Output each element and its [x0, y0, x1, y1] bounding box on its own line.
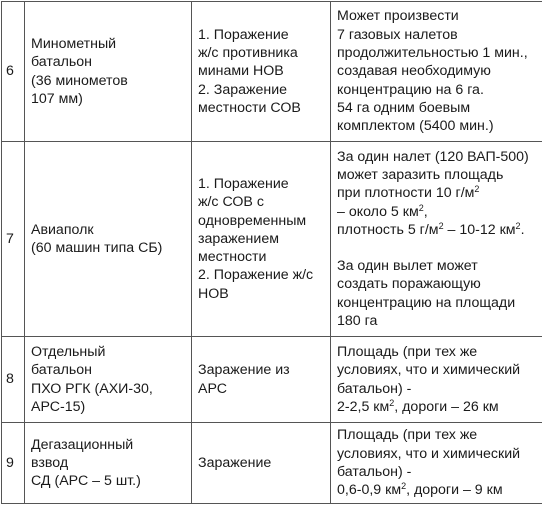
unit-cell	[25, 337, 192, 423]
superscript: 2	[401, 481, 407, 492]
capability-text: , дороги – 26 км	[394, 398, 499, 415]
task-line: 1. Поражение	[198, 26, 289, 43]
capability-cell	[331, 423, 542, 504]
capability-line: За один налет (120 ВАП-500)	[337, 148, 529, 165]
capability-line: батальон) -	[337, 464, 412, 480]
task-line: Заражение	[198, 454, 272, 471]
task-line: 2. Заражение	[198, 81, 288, 98]
capability-line	[337, 481, 542, 499]
task-line: 1. Поражение	[198, 175, 289, 192]
row-number: 6	[2, 2, 25, 142]
capability-line: 180 га	[337, 313, 378, 330]
units-table	[1, 1, 542, 504]
row-number: 9	[2, 423, 25, 504]
unit-cell	[25, 423, 192, 504]
task-cell	[192, 337, 331, 423]
capability-line: продолжительностью 1 мин.,	[337, 45, 528, 62]
capability-line: концентрацию на 6 га.	[337, 81, 484, 98]
task-line: одновременным	[198, 212, 307, 229]
capability-text: плотность 5 г/м	[337, 221, 439, 238]
capability-line: концентрацию на площади	[337, 294, 516, 311]
capability-line: плотность 5 $г/м^2 - 10-12$ $км^2$.	[337, 220, 525, 238]
unit-line: СД (АРС – 5 шт.)	[31, 473, 141, 490]
task-line: АРС	[198, 380, 228, 397]
unit-line: батальон	[31, 54, 93, 71]
row-number: 7	[2, 142, 25, 337]
unit-line: батальон	[31, 362, 93, 379]
spacer	[337, 239, 542, 257]
task-line: заражением	[198, 230, 279, 247]
superscript: 2	[418, 202, 424, 213]
capability-text: 0,6-0,9 км	[337, 482, 402, 499]
capability-line: За один вылет может	[337, 258, 478, 275]
table-row	[2, 142, 542, 337]
task-cell	[192, 142, 331, 337]
capability-cell	[331, 2, 542, 142]
unit-line: (36 минометов	[31, 72, 128, 89]
capability-line: Площадь (при тех же	[337, 343, 478, 360]
capability-line: – около 5 $км^2$,	[337, 202, 428, 220]
table-row	[2, 337, 542, 423]
task-line: ж/с СОВ с	[198, 194, 264, 211]
unit-line: 107 мм)	[31, 90, 83, 107]
superscript: 2	[515, 220, 521, 231]
unit-line: Отдельный	[31, 343, 106, 360]
unit-line: взвод	[31, 454, 69, 471]
superscript: 2	[389, 397, 395, 408]
capability-line: батальон) -	[337, 380, 412, 397]
unit-line: (60 машин типа СБ)	[31, 240, 163, 256]
task-line: ж/с противника	[198, 45, 298, 62]
unit-cell	[25, 142, 192, 337]
capability-text: при плотности 10 г/м	[337, 185, 475, 202]
capability-line: 54 га одним боевым	[337, 99, 471, 116]
table-row	[2, 2, 542, 142]
capability-line	[337, 184, 542, 202]
unit-line: АРС-15)	[31, 398, 86, 415]
superscript: 2	[474, 184, 480, 195]
capability-text: 2-2,5 км	[337, 398, 390, 415]
capability-text: – около 5 км	[337, 203, 419, 220]
task-line: НОВ	[198, 285, 229, 302]
capability-text: , дороги – 9 км	[406, 482, 503, 499]
task-line: местности СОВ	[198, 99, 301, 116]
unit-line: ПХО РГК (АХИ-30,	[31, 380, 153, 397]
capability-line: создать поражающую	[337, 276, 481, 293]
capability-line: может заразить площадь	[337, 166, 504, 183]
row-number: 8	[2, 337, 25, 423]
unit-line: Дегазационный	[31, 436, 134, 453]
unit-cell	[25, 2, 192, 142]
capability-line: Может произвести	[337, 8, 459, 25]
table-row	[2, 423, 542, 504]
superscript: 2	[438, 220, 444, 231]
capability-line: Площадь (при тех же	[337, 427, 478, 444]
capability-line: комплектом (5400 мин.)	[337, 118, 494, 135]
task-line: Заражение из	[198, 362, 290, 379]
task-cell	[192, 2, 331, 142]
capability-cell	[331, 142, 542, 337]
capability-line: условиях, что и химический	[337, 362, 521, 379]
task-line: 2. Поражение ж/с	[198, 267, 314, 284]
capability-line	[337, 398, 542, 416]
capability-cell	[331, 337, 542, 423]
capability-line: условиях, что и химический	[337, 445, 521, 462]
unit-line: Минометный	[31, 35, 117, 52]
capability-line: создавая необходимую	[337, 63, 491, 80]
task-cell	[192, 423, 331, 504]
task-line: местности	[198, 249, 267, 266]
unit-line: Авиаполк	[31, 221, 94, 238]
capability-text: – 10-12 км	[443, 221, 516, 238]
task-line: минами НОВ	[198, 63, 284, 80]
capability-line: 7 газовых налетов	[337, 26, 458, 43]
